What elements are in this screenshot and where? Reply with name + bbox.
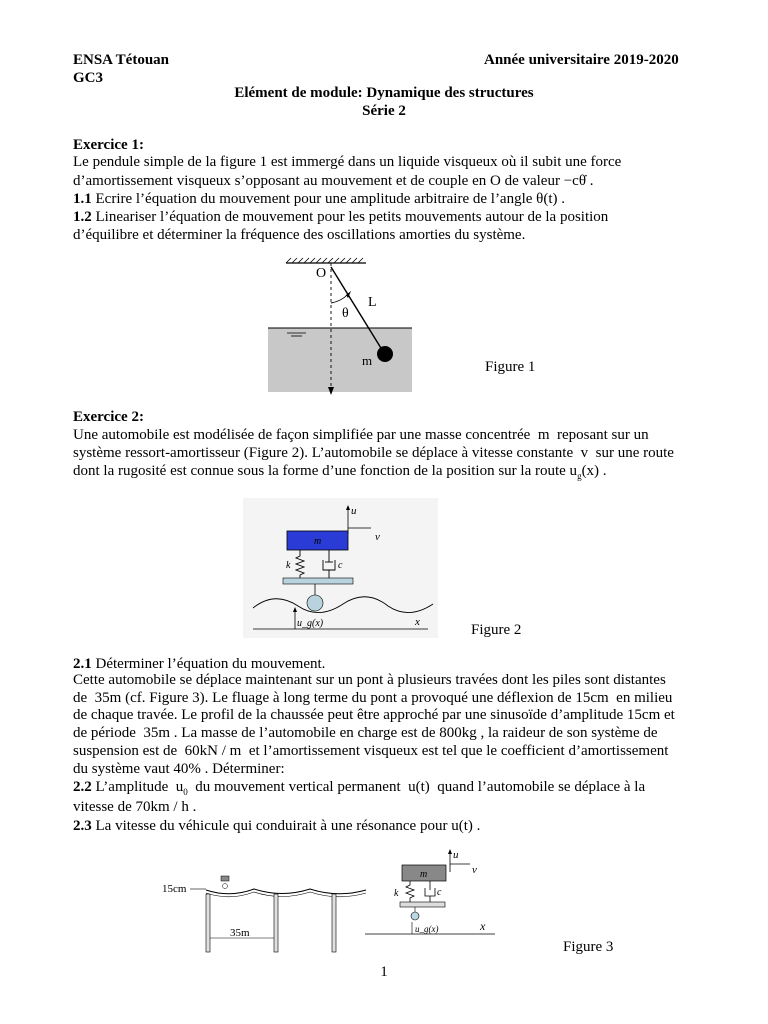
ex2-intro-line3-sub: g [577,471,582,481]
fig3-spring [406,881,414,902]
figure-3-bridge-model [150,846,500,961]
label-L: L [368,295,377,310]
exercise-1-title: Exercice 1: [73,137,144,153]
ex2-intro-line1 [73,426,695,444]
ex2-para-line1 [73,671,695,689]
question-2-3-text: La vitesse du véhicule qui conduirait à une résonance pour u(t) . [91,818,481,834]
question-2-2-text: L’amplitude u [91,779,184,795]
bridge-pier [274,894,278,952]
question-2-2-text-end: du mouvement vertical permanent u(t) quand l’automobile se déplace à la [187,779,646,795]
fig3-label-x: x [480,919,486,933]
fig3-label-ug: u_g(x) [415,924,439,934]
exercise-2-title: Exercice 2: [73,409,144,425]
question-2-2-sub: 0 [183,787,188,797]
question-2-1-text: Déterminer l’équation du mouvement. [91,656,326,672]
question-1-1-text: Ecrire l’équation du mouvement pour une amplitude arbitraire de l’angle θ(t) . [91,191,566,207]
fig3-label-v: v [472,864,477,876]
question-1-2-text: Lineariser l’équation de mouvement pour les petits mouvements autour de la position [91,209,609,225]
fig3-label-m: m [420,869,428,880]
ex2-para-line1-text: Cette automobile se déplace maintenant sur un pont à plusieurs travées dont les piles sont distantes [73,672,666,688]
label-15cm: 15cm [162,883,187,895]
question-2-2-number: 2.2 [73,779,92,795]
ex2-para-line6: du système vaut 40% . Déterminer: [73,761,285,777]
ex2-para-line2-text: de 35m (cf. Figure 3). Le fluage à long terme du pont a provoqué une déflexion de 15cm en milieu [73,690,673,706]
wheel [307,595,323,611]
mini-car [221,876,229,881]
fig3-label-c: c [437,887,442,898]
page-number: 1 [380,964,388,980]
module-title: Elément de module: Dynamique des structures [234,85,534,101]
bridge-pier [332,894,336,952]
question-1-1-number: 1.1 [73,191,92,207]
ex2-intro-line3-text: dont la rugosité est connue sous la forme d’une fonction de la position sur la route u [73,463,578,479]
figure-3-caption: Figure 3 [563,939,614,955]
ex2-para-line4 [73,724,695,742]
question-2-3 [73,817,480,835]
header-year: Année universitaire 2019-2020 [484,52,679,68]
ex2-intro-line2-text: système ressort-amortisseur (Figure 2). L’automobile se déplace à vitesse constante v sur une route [73,445,674,461]
label-x: x [415,616,420,628]
question-1-2 [73,208,695,226]
ex1-intro-line1 [73,153,695,171]
label-v: v [375,531,380,543]
ex1-intro-line2: d’amortissement visqueux s’opposant au mouvement et de couple en O de valeur −cθ̇ . [73,173,594,189]
figure-2-car-model [243,498,438,638]
question-2-3-number: 2.3 [73,818,92,834]
fig3-wheel [411,912,419,920]
question-1-2-line2: d’équilibre et déterminer la fréquence des oscillations amorties du système. [73,227,526,243]
figure-2-caption: Figure 2 [471,622,522,638]
fig3-axle [400,902,445,907]
label-k: k [286,560,291,571]
question-2-1-number: 2.1 [73,656,92,672]
axle-plate [283,578,353,584]
ceiling-hatching [286,258,363,263]
ex2-intro-line1-text: Une automobile est modélisée de façon simplifiée par une masse concentrée m reposant sur un [73,427,649,443]
ex2-para-line2 [73,689,695,707]
label-35m: 35m [230,927,250,939]
label-ug: u_g(x) [297,618,324,629]
angle-arc [331,294,348,303]
fig3-label-k: k [394,888,399,899]
question-1-1 [73,190,565,208]
label-theta: θ [342,306,349,321]
label-O: O [316,266,327,281]
ex2-para-line5-text: suspension est de 60kN / m et l’amortissement visqueux est tel que le coefficient d’amortissement [73,743,669,759]
fig3-label-u: u [453,849,459,861]
ex2-para-line3 [73,706,695,724]
label-c: c [338,560,343,571]
series-title: Série 2 [362,103,406,119]
ex2-intro-line3-end: (x) . [581,463,607,479]
ex2-intro-line3 [73,462,607,485]
ex2-para-line3-text: de chaque travée. Le profil de la chaussée peut être approché par une sinusoïde d’amplitude 15cm et [73,707,675,723]
liquid-area [268,328,412,392]
bridge-deck [206,889,366,894]
bridge-pier [206,894,210,952]
ex2-para-line4-text: de période 35m . La masse de l’automobile en charge est de 800kg , la raideur de son système de [73,725,658,741]
ex1-intro-line1-text: Le pendule simple de la figure 1 est immergé dans un liquide visqueux où il subit une force [73,154,622,170]
question-1-2-number: 1.2 [73,209,92,225]
figure-1-pendulum [262,255,422,400]
question-2-2-line2: vitesse de 70km / h . [73,799,197,815]
label-u: u [351,505,357,517]
pendulum-mass [377,346,393,362]
label-m: m [362,353,373,368]
ex2-intro-line2 [73,444,695,462]
header-class: GC3 [73,70,103,86]
header-school: ENSA Tétouan [73,52,170,68]
figure-1-caption: Figure 1 [485,359,536,375]
label-mass: m [314,536,322,547]
ex2-para-line5 [73,742,695,760]
